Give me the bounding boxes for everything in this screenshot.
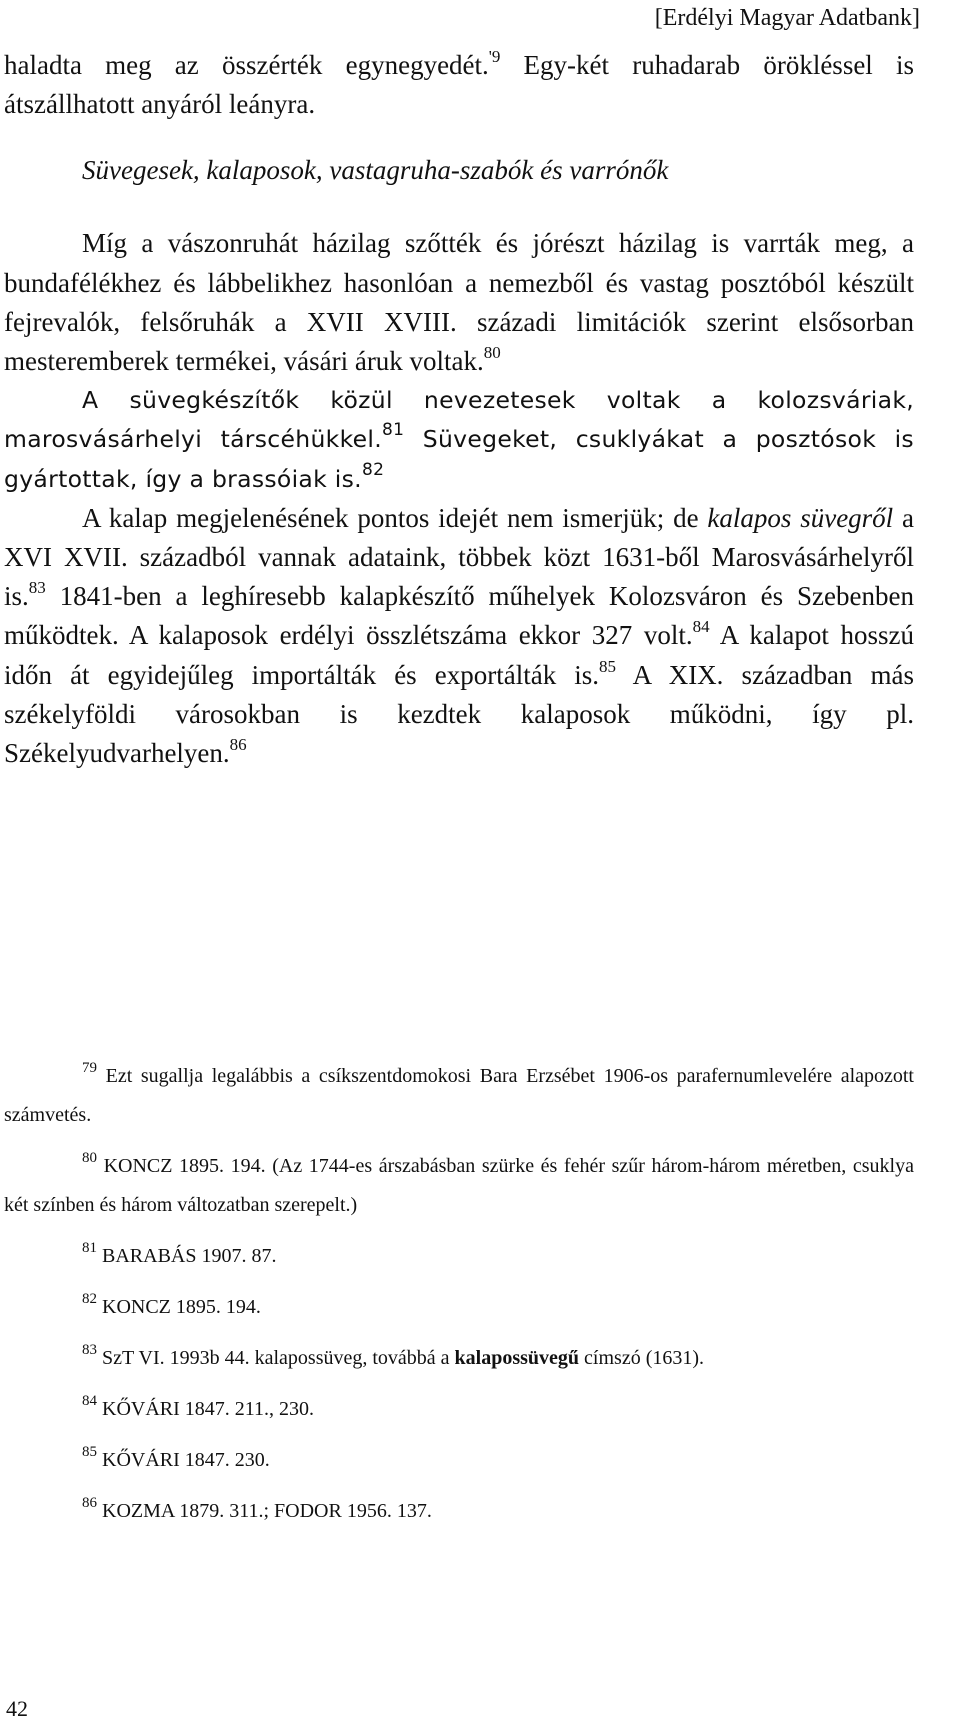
footnote-ref-86[interactable]: 86	[229, 735, 247, 755]
text-run: a XVI XVII. századból vannak adataink, többek közt 1631-ből Marosvásárhelyről is.	[4, 502, 914, 612]
text-run: haladta meg az összérték egynegyedét.	[4, 50, 489, 80]
footnote-number: 86	[82, 1495, 97, 1511]
footnote-ref-83[interactable]: 83	[28, 578, 46, 598]
text-run: A süvegkészítők közül nevezetesek voltak a kolozsváriak, marosvásárhelyi társcéhükkel.	[4, 386, 914, 454]
footnote-82	[4, 1288, 914, 1327]
footnote-86	[4, 1492, 914, 1531]
footnote-number: 80	[82, 1150, 97, 1166]
footnote-ref[interactable]: '9	[488, 47, 501, 66]
footnote-number: 81	[82, 1240, 97, 1256]
main-text	[4, 46, 914, 773]
paragraph-intro	[4, 46, 914, 124]
footnote-ref-80[interactable]: 80	[483, 343, 501, 363]
footnote-text: KONCZ 1895. 194.	[97, 1296, 261, 1318]
bold-term: kalapossüvegű	[454, 1347, 580, 1369]
footnote-85	[4, 1441, 914, 1480]
footnote-number: 82	[82, 1291, 97, 1307]
text-run: 1841-ben a leghíresebb kalapkészítő műhelyek Kolozsváron és Szebenben működtek. A kalaposok erdélyi összlétszáma ekkor 327 volt.	[4, 581, 914, 651]
footnote-80	[4, 1147, 914, 1225]
text-run: Míg a vászonruhát házilag szőtték és jórészt házilag is varrták meg, a bundafélékhez és lábbelikhez hasonlóan a nemezből és vastag posztóból készült fejrevalók, felsőruhák a XVII XVIII. századi limitációk szerint elsősorban mesteremberek termékei, vásári áruk voltak.	[4, 228, 914, 377]
footnote-number: 83	[82, 1342, 97, 1358]
footnote-text: KOZMA 1879. 311.; FODOR 1956. 137.	[97, 1500, 432, 1522]
paragraph-clothing	[4, 224, 914, 381]
text-run: Egy-két ruhadarab örökléssel is átszállhatott anyáról leányra.	[4, 50, 914, 120]
text-run: A XIX. században más székelyföldi városokban is kezdtek kalaposok működni, így pl. Székelyudvarhelyen.	[4, 659, 914, 769]
footnote-text: címszó (1631).	[579, 1347, 705, 1369]
footnote-83	[4, 1339, 914, 1378]
footnote-84	[4, 1390, 914, 1429]
text-run: Süvegeket, csuklyákat a posztósok is gyártottak, így a brassóiak is.	[4, 425, 914, 493]
footnote-number: 79	[82, 1060, 97, 1076]
footnote-text: KONCZ 1895. 194. (Az 1744-es árszabásban szürke és fehér szűr három-három méretben, csuklya két színben és három változatban szerepelt.)	[4, 1155, 914, 1216]
footnote-ref-85[interactable]: 85	[599, 656, 617, 676]
footnote-number: 84	[82, 1393, 97, 1409]
italic-term: kalapos süvegről	[707, 502, 894, 533]
footnote-text: KŐVÁRI 1847. 211., 230.	[97, 1398, 315, 1420]
text-run: A kalapot hosszú időn át egyidejűleg importálták és exportálták is.	[4, 620, 914, 690]
footnote-81	[4, 1237, 914, 1276]
footnote-79	[4, 1057, 914, 1135]
footnote-text: KŐVÁRI 1847. 230.	[97, 1449, 270, 1471]
page-number: 42	[6, 1696, 28, 1721]
paragraph-hatmakers	[4, 381, 914, 499]
footnote-text: Ezt sugallja legalábbis a csíkszentdomokosi Bara Erzsébet 1906-os parafernumlevelére alapozott számvetés.	[4, 1065, 914, 1126]
footnote-number: 85	[82, 1444, 97, 1460]
footnotes	[4, 1057, 914, 1543]
footnote-text: SzT VI. 1993b 44. kalapossüveg, továbbá a	[97, 1347, 455, 1369]
footnote-ref-84[interactable]: 84	[692, 617, 710, 637]
section-heading: Süvegesek, kalaposok, vastagruha-szabók és varrónők	[82, 155, 669, 186]
paragraph-hats	[4, 499, 914, 773]
page-header: [Erdélyi Magyar Adatbank]	[654, 5, 920, 31]
footnote-text: BARABÁS 1907. 87.	[97, 1245, 277, 1267]
footnote-ref-82[interactable]: 82	[361, 459, 385, 480]
footnote-ref-81[interactable]: 81	[382, 420, 405, 441]
text-run: A kalap megjelenésének pontos idejét nem ismerjük; de	[82, 502, 708, 533]
